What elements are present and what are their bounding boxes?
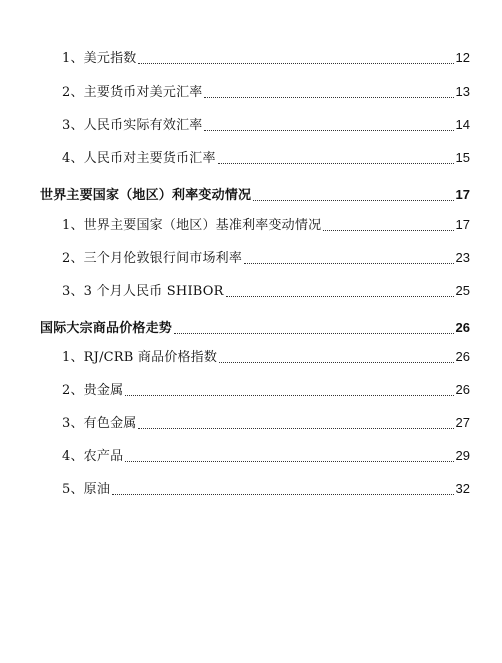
toc-entry-precious-metals[interactable] (62, 380, 470, 400)
toc-page-number: 26 (455, 382, 470, 397)
toc-leader-dots (219, 361, 453, 363)
toc-entry-rj-crb-index[interactable] (62, 347, 470, 367)
toc-leader-dots (204, 96, 453, 98)
toc-entry-label: 2、主要货币对美元汇率 (62, 85, 203, 100)
toc-page-number: 12 (455, 50, 470, 65)
toc-page-number: 26 (455, 320, 470, 335)
toc-entry-dollar-index[interactable] (62, 48, 470, 68)
toc-leader-dots (226, 295, 454, 297)
toc-leader-dots (244, 262, 453, 264)
toc-entry-benchmark-rates[interactable] (62, 215, 470, 235)
toc-entry-label: 2、三个月伦敦银行间市场利率 (62, 251, 243, 266)
toc-page-number: 17 (455, 217, 470, 232)
toc-entry-label: 4、农产品 (62, 449, 124, 464)
toc-entry-label: 3、人民币实际有效汇率 (62, 118, 203, 133)
toc-entry-rmb-real-effective-rate[interactable] (62, 115, 470, 135)
toc-leader-dots (112, 493, 453, 495)
toc-entry-label: 1、RJ/CRB 商品价格指数 (62, 350, 218, 365)
toc-entry-label: 5、原油 (62, 482, 111, 497)
toc-entry-crude-oil[interactable] (62, 479, 470, 499)
toc-leader-dots (253, 199, 453, 201)
toc-page-number: 23 (455, 250, 470, 265)
toc-entry-major-currencies-vs-usd[interactable] (62, 82, 470, 102)
toc-leader-dots (125, 394, 453, 396)
toc-entry-agricultural-products[interactable] (62, 446, 470, 466)
toc-entry-label: 3、3 个月人民币 SHIBOR (62, 284, 224, 299)
toc-entry-nonferrous-metals[interactable] (62, 413, 470, 433)
toc-entry-libor-3m[interactable] (62, 248, 470, 268)
toc-section-interest-rates[interactable] (40, 185, 470, 205)
toc-page-number: 26 (455, 349, 470, 364)
toc-page-number: 13 (455, 84, 470, 99)
toc-leader-dots (174, 332, 454, 334)
toc-entry-label: 4、人民币对主要货币汇率 (62, 151, 216, 166)
toc-leader-dots (218, 162, 454, 164)
toc-leader-dots (204, 129, 453, 131)
toc-section-commodities[interactable] (40, 318, 470, 338)
toc-page-number: 17 (455, 187, 470, 202)
toc-page-number: 27 (455, 415, 470, 430)
toc-leader-dots (138, 427, 453, 429)
toc-entry-label: 3、有色金属 (62, 416, 137, 431)
toc-page-number: 29 (455, 448, 470, 463)
toc-page-number: 32 (455, 481, 470, 496)
toc-page-number: 14 (455, 117, 470, 132)
toc-page-number: 25 (455, 283, 470, 298)
toc-entry-label: 1、美元指数 (62, 51, 137, 66)
toc-entry-shibor-3m[interactable] (62, 281, 470, 301)
toc-leader-dots (138, 62, 453, 64)
toc-entry-rmb-vs-major-currencies[interactable] (62, 148, 470, 168)
toc-section-label: 世界主要国家（地区）利率变动情况 (40, 188, 252, 203)
toc-section-label: 国际大宗商品价格走势 (40, 321, 173, 336)
toc-entry-label: 1、世界主要国家（地区）基准利率变动情况 (62, 218, 322, 233)
toc-page-number: 15 (455, 150, 470, 165)
toc-entry-label: 2、贵金属 (62, 383, 124, 398)
toc-leader-dots (125, 460, 453, 462)
toc-leader-dots (323, 229, 453, 231)
